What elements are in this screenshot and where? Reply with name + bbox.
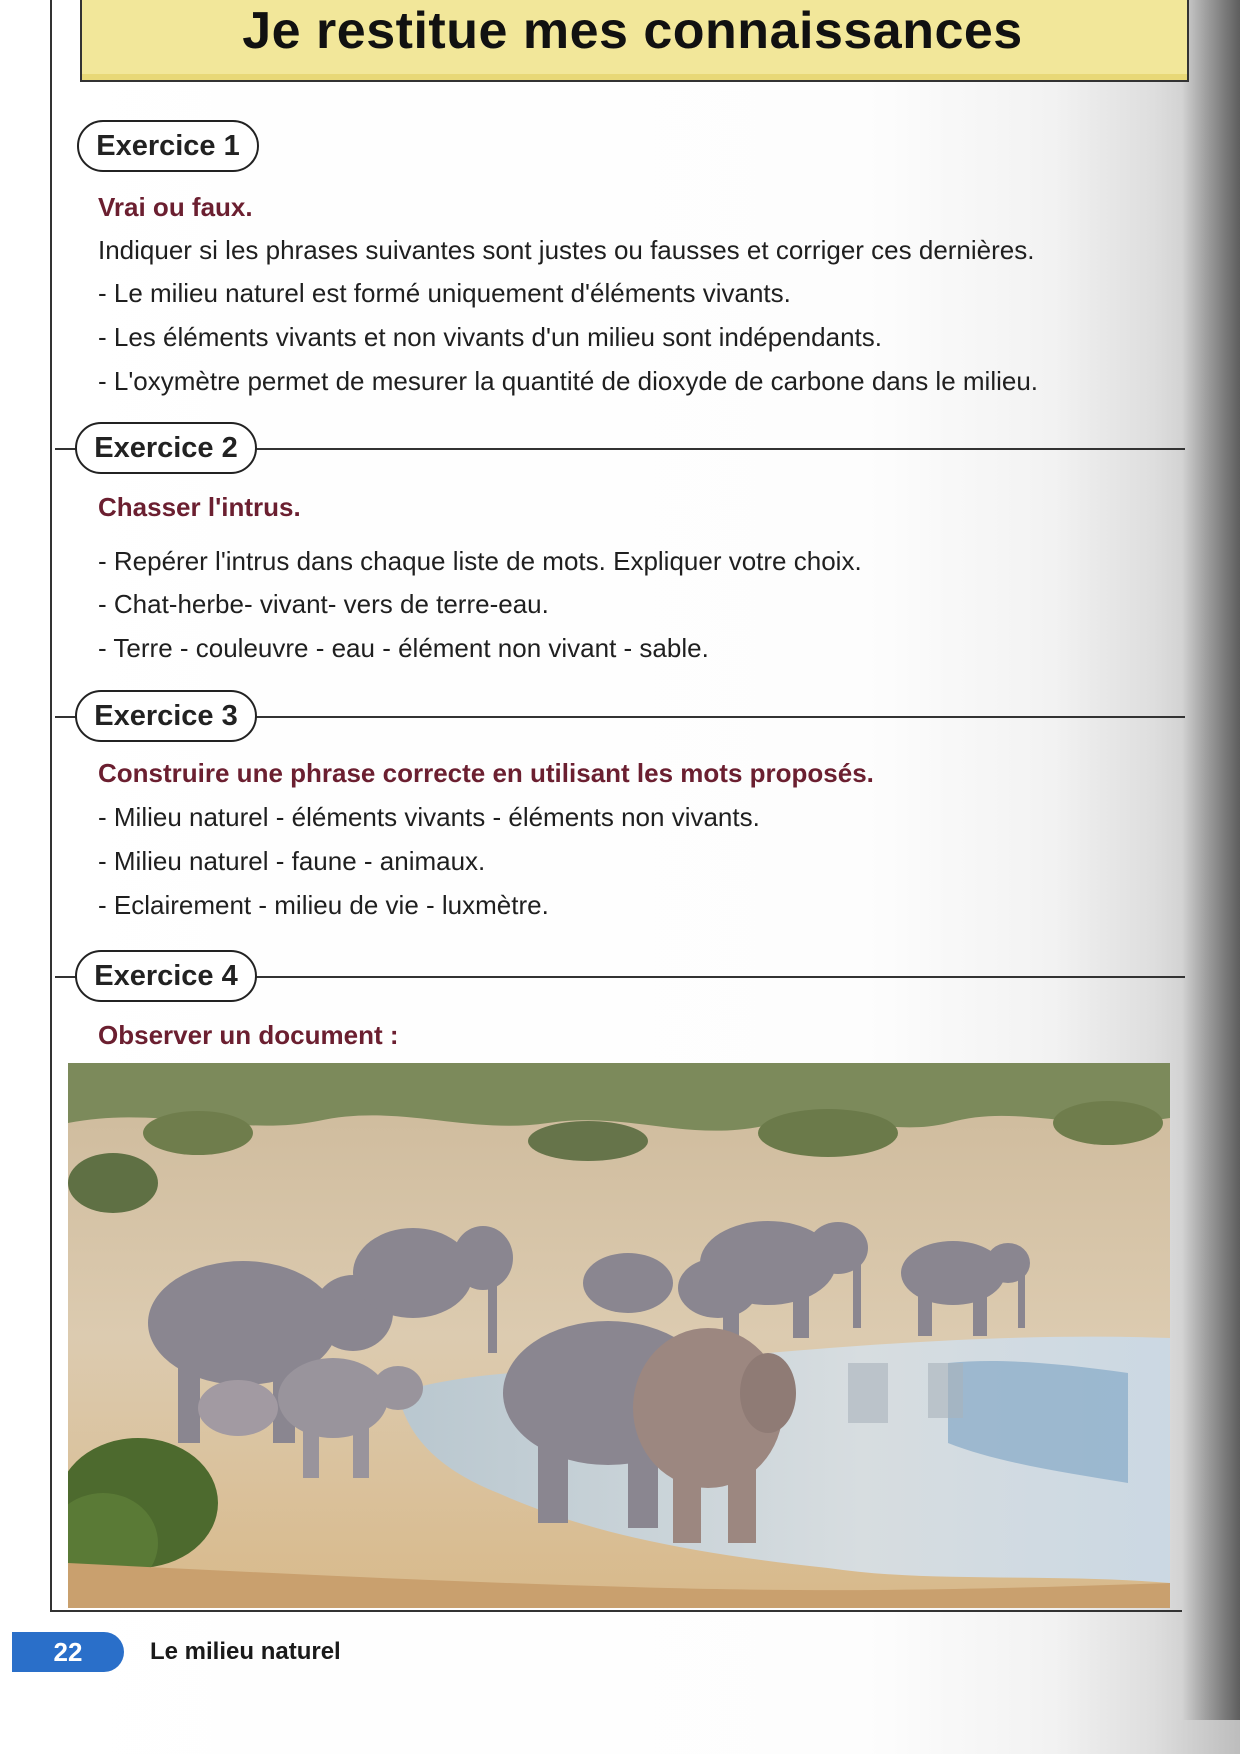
- page-number-badge: 22: [12, 1632, 124, 1672]
- page-title: Je restitue mes connaissances: [242, 2, 1023, 60]
- exercise-1-header: [55, 120, 1185, 172]
- book-spine-shadow: [1182, 0, 1240, 1720]
- exercise-1-label: Exercice 1: [77, 120, 259, 172]
- exercise-2-label: Exercice 2: [75, 422, 257, 474]
- exercise-4-header: [55, 950, 1185, 1002]
- photo-illustration: [68, 1063, 1170, 1608]
- exercise-2-line: - Terre - couleuvre - eau - élément non vivant - sable.: [98, 633, 709, 663]
- exercise-4-label: Exercice 4: [75, 950, 257, 1002]
- exercise-1-line: - Les éléments vivants et non vivants d'un milieu sont indépendants.: [98, 322, 882, 352]
- exercise-3-line: - Milieu naturel - faune - animaux.: [98, 846, 486, 876]
- exercise-1-instruction: Vrai ou faux.: [98, 192, 253, 222]
- exercise-4-instruction: Observer un document :: [98, 1020, 399, 1050]
- exercise-1-line: - Le milieu naturel est formé uniquement d'éléments vivants.: [98, 278, 791, 308]
- exercise-2-line: - Repérer l'intrus dans chaque liste de mots. Expliquer votre choix.: [98, 546, 862, 576]
- exercise-3-label: Exercice 3: [75, 690, 257, 742]
- exercise-2-line: - Chat-herbe- vivant- vers de terre-eau.: [98, 589, 549, 619]
- elephants-waterhole-photo: [68, 1063, 1170, 1608]
- chapter-title: Le milieu naturel: [150, 1638, 341, 1665]
- exercise-2-header: [55, 422, 1185, 474]
- exercise-3-line: - Eclairement - milieu de vie - luxmètre.: [98, 890, 549, 920]
- exercise-1-line: Indiquer si les phrases suivantes sont justes ou fausses et corriger ces dernières.: [98, 235, 1035, 265]
- exercise-3-instruction: Construire une phrase correcte en utilisant les mots proposés.: [98, 758, 874, 788]
- exercise-3-line: - Milieu naturel - éléments vivants - éléments non vivants.: [98, 802, 760, 832]
- exercise-1-line: - L'oxymètre permet de mesurer la quantité de dioxyde de carbone dans le milieu.: [98, 366, 1039, 396]
- exercise-3-header: [55, 690, 1185, 742]
- exercise-2-instruction: Chasser l'intrus.: [98, 492, 301, 522]
